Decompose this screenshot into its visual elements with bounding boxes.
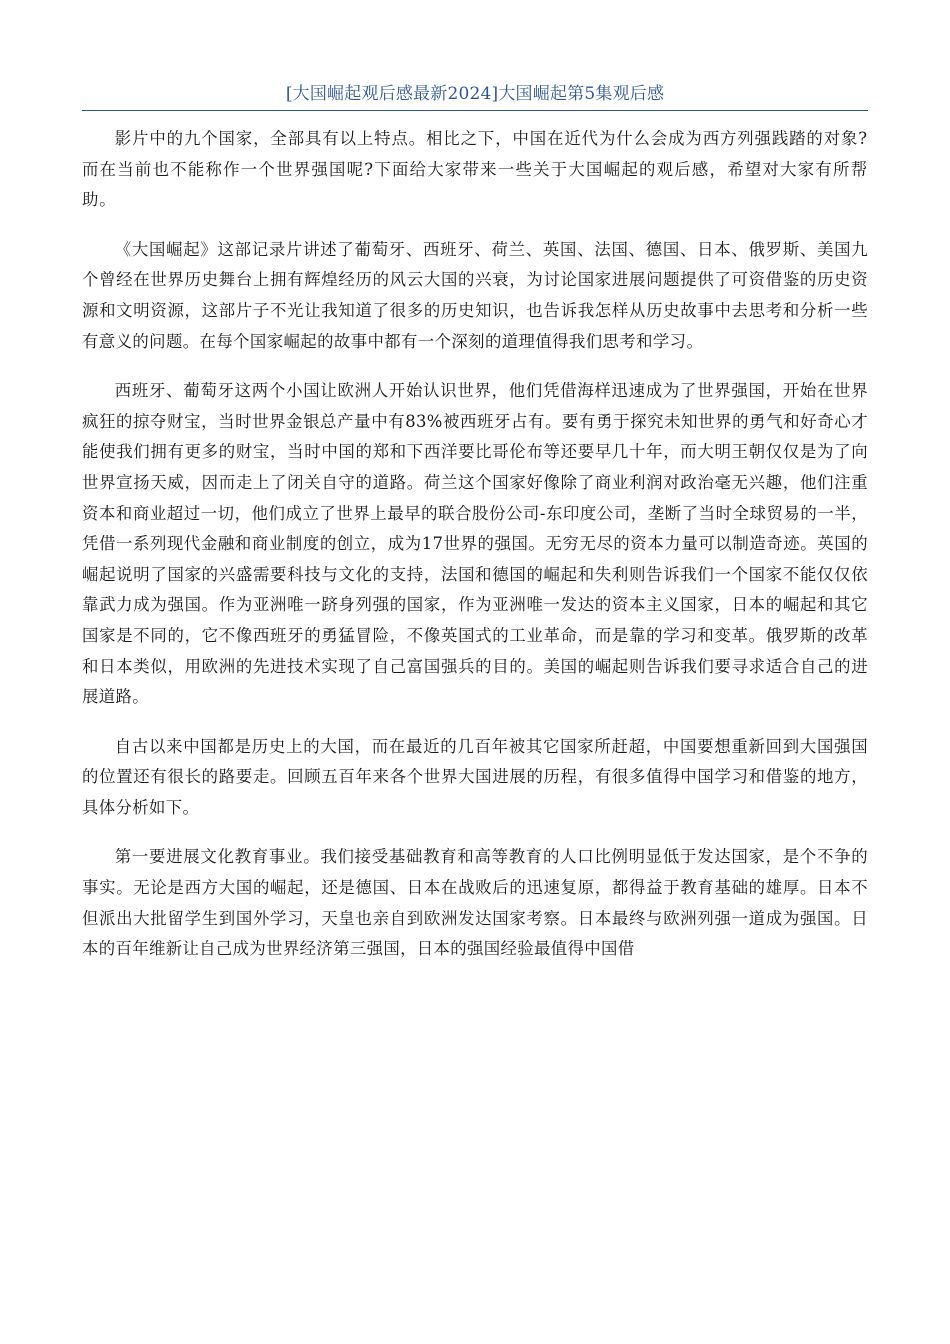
paragraph-documentary-overview: 《大国崛起》这部记录片讲述了葡萄牙、西班牙、荷兰、英国、法国、德国、日本、俄罗斯、美国九个曾经在世界历史舞台上拥有辉煌经历的风云大国的兴衰，为讨论国家进展问题提供了可资借鉴的历史资源和文明资源，这部片子不光让我知道了很多的历史知识，也告诉我怎样从历史故事中去思考和分析一些有意义的问题。在每个国家崛起的故事中都有一个深刻的道理值得我们思考和学习。 xyxy=(82,239,868,351)
paragraph-china-reflection: 自古以来中国都是历史上的大国，而在最近的几百年被其它国家所赶超，中国要想重新回到大国强国的位置还有很长的路要走。回顾五百年来各个世界大国进展的历程，有很多值得中国学习和借鉴的地方，具体分析如下。 xyxy=(82,736,868,817)
paragraph-education: 第一要进展文化教育事业。我们接受基础教育和高等教育的人口比例明显低于发达国家，是个不争的事实。无论是西方大国的崛起，还是德国、日本在战败后的迅速复原，都得益于教育基础的雄厚。日本不但派出大批留学生到国外学习，天皇也亲自到欧洲发达国家考察。日本最终与欧洲列强一道成为强国。日本的百年维新让自己成为世界经济第三强国，日本的强国经验最值得中国借 xyxy=(82,847,868,959)
page-header xyxy=(82,82,868,111)
paragraph-nations-history: 西班牙、葡萄牙这两个小国让欧洲人开始认识世界，他们凭借海样迅速成为了世界强国，开始在世界疯狂的掠夺财宝，当时世界金银总产量中有83%被西班牙占有。要有勇于探究未知世界的勇气和好奇心才能使我们拥有更多的财宝，当时中国的郑和下西洋要比哥伦布等还要早几十年，而大明王朝仅仅是为了向世界宣扬天威，因而走上了闭关自守的道路。荷兰这个国家好像除了商业利润对政治毫无兴趣，他们注重资本和商业超过一切，他们成立了世界上最早的联合股份公司-东印度公司，垄断了当时全球贸易的一半，凭借一系列现代金融和商业制度的创立，成为17世界的强国。无穷无尽的资本力量可以制造奇迹。英国的崛起说明了国家的兴盛需要科技与文化的支持，法国和德国的崛起和失利则告诉我们一个国家不能仅仅依靠武力成为强国。作为亚洲唯一跻身列强的国家，作为亚洲唯一发达的资本主义国家，日本的崛起和其它国家是不同的，它不像西班牙的勇猛冒险，不像英国式的工业革命，而是靠的学习和变革。俄罗斯的改革和日本类似，用欧洲的先进技术实现了自己富国强兵的目的。美国的崛起则告诉我们要寻求适合自己的进展道路。 xyxy=(82,381,868,707)
header-title: [大国崛起观后感最新2024]大国崛起第5集观后感 xyxy=(285,84,665,104)
paragraph-intro: 影片中的九个国家，全部具有以上特点。相比之下，中国在近代为什么会成为西方列强践踏的对象?而在当前也不能称作一个世界强国呢?下面给大家带来一些关于大国崛起的观后感，希望对大家有所帮助。 xyxy=(82,129,868,210)
document-body xyxy=(82,124,868,984)
